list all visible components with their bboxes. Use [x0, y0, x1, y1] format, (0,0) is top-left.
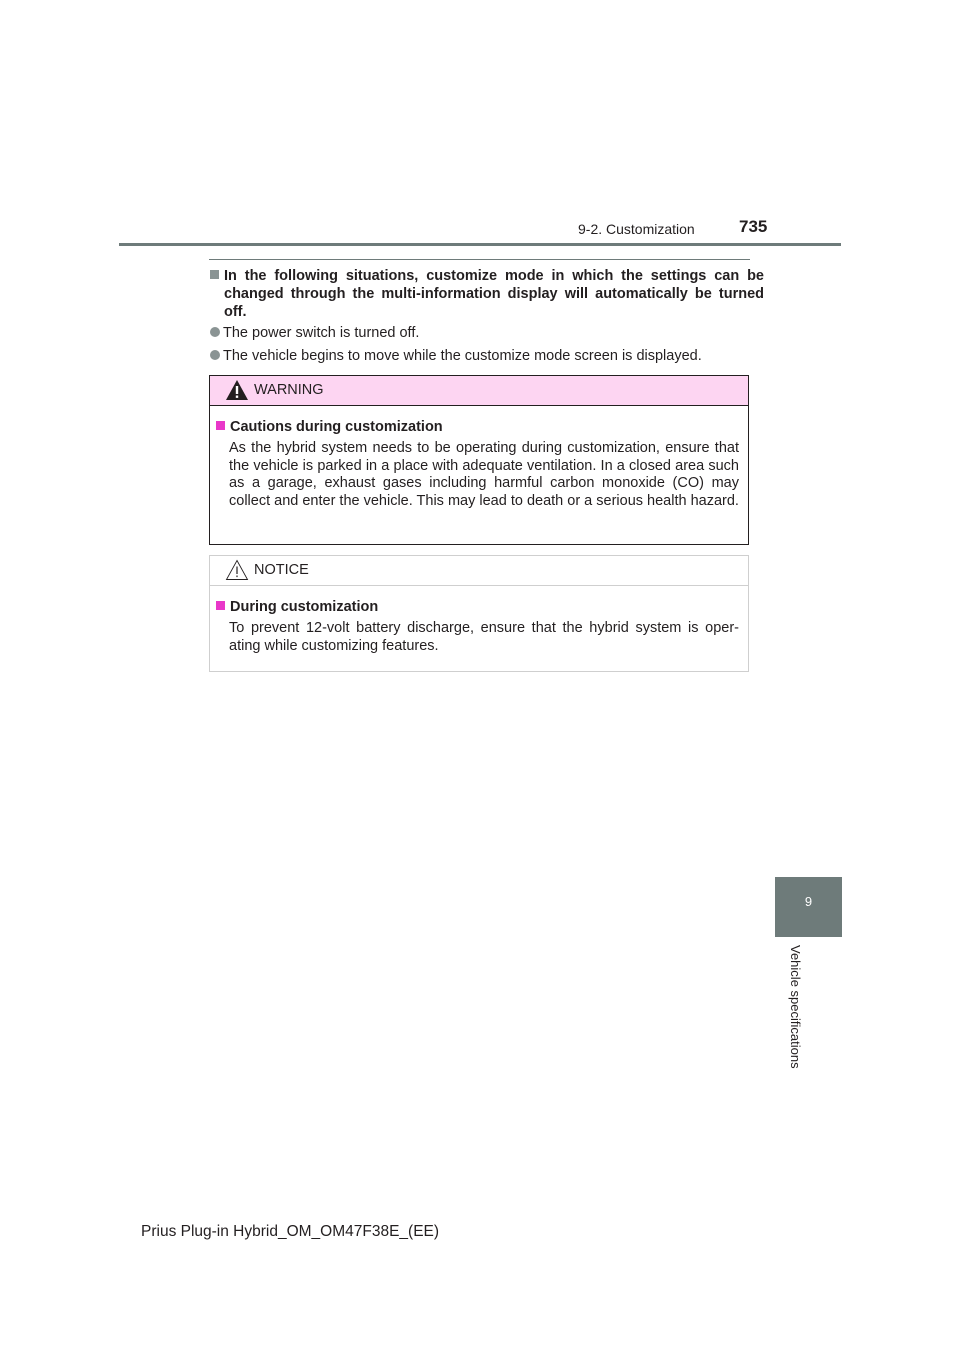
notice-title: During customization [216, 599, 378, 615]
warning-title: Cautions during customization [216, 419, 443, 435]
intro-heading: In the following situations, customize mode in which the settings can be changed through the multi-information display will automatically be turned off. [210, 267, 764, 321]
square-bullet-icon [210, 270, 219, 279]
round-bullet-icon [210, 327, 220, 337]
section-divider [209, 259, 750, 260]
list-item: The power switch is turned off. [210, 324, 750, 342]
header-rule [119, 243, 841, 246]
footer-doc-id: Prius Plug-in Hybrid_OM_OM47F38E_(EE) [141, 1223, 440, 1240]
warning-triangle-icon [225, 379, 249, 401]
warning-header [210, 376, 748, 406]
list-item: The vehicle begins to move while the customize mode screen is displayed. [210, 347, 750, 365]
square-bullet-icon [216, 601, 225, 610]
notice-header [210, 556, 748, 586]
square-bullet-icon [216, 421, 225, 430]
chapter-number: 9 [804, 894, 813, 909]
chapter-tab [775, 877, 842, 937]
warning-body: As the hybrid system needs to be operating during customization, ensure that the vehicle is parked in a place with adequate ventilation. In a closed area such as a garage, exhaust gases including harmful carbon monoxide (CO) may collect and enter the vehicle. This may lead to death or a serious health hazard. [229, 440, 739, 510]
chapter-label: Vehicle specifications [788, 945, 803, 1069]
warning-box [209, 375, 749, 545]
notice-label: NOTICE [254, 562, 309, 578]
caution-triangle-icon [225, 559, 249, 581]
round-bullet-icon [210, 350, 220, 360]
page-number: 735 [739, 217, 768, 236]
section-title: 9-2. Customization [578, 221, 695, 237]
notice-box [209, 555, 749, 672]
notice-body: To prevent 12-volt battery discharge, ensure that the hybrid system is oper-ating while customizing features. [229, 620, 739, 654]
warning-label: WARNING [254, 382, 324, 398]
